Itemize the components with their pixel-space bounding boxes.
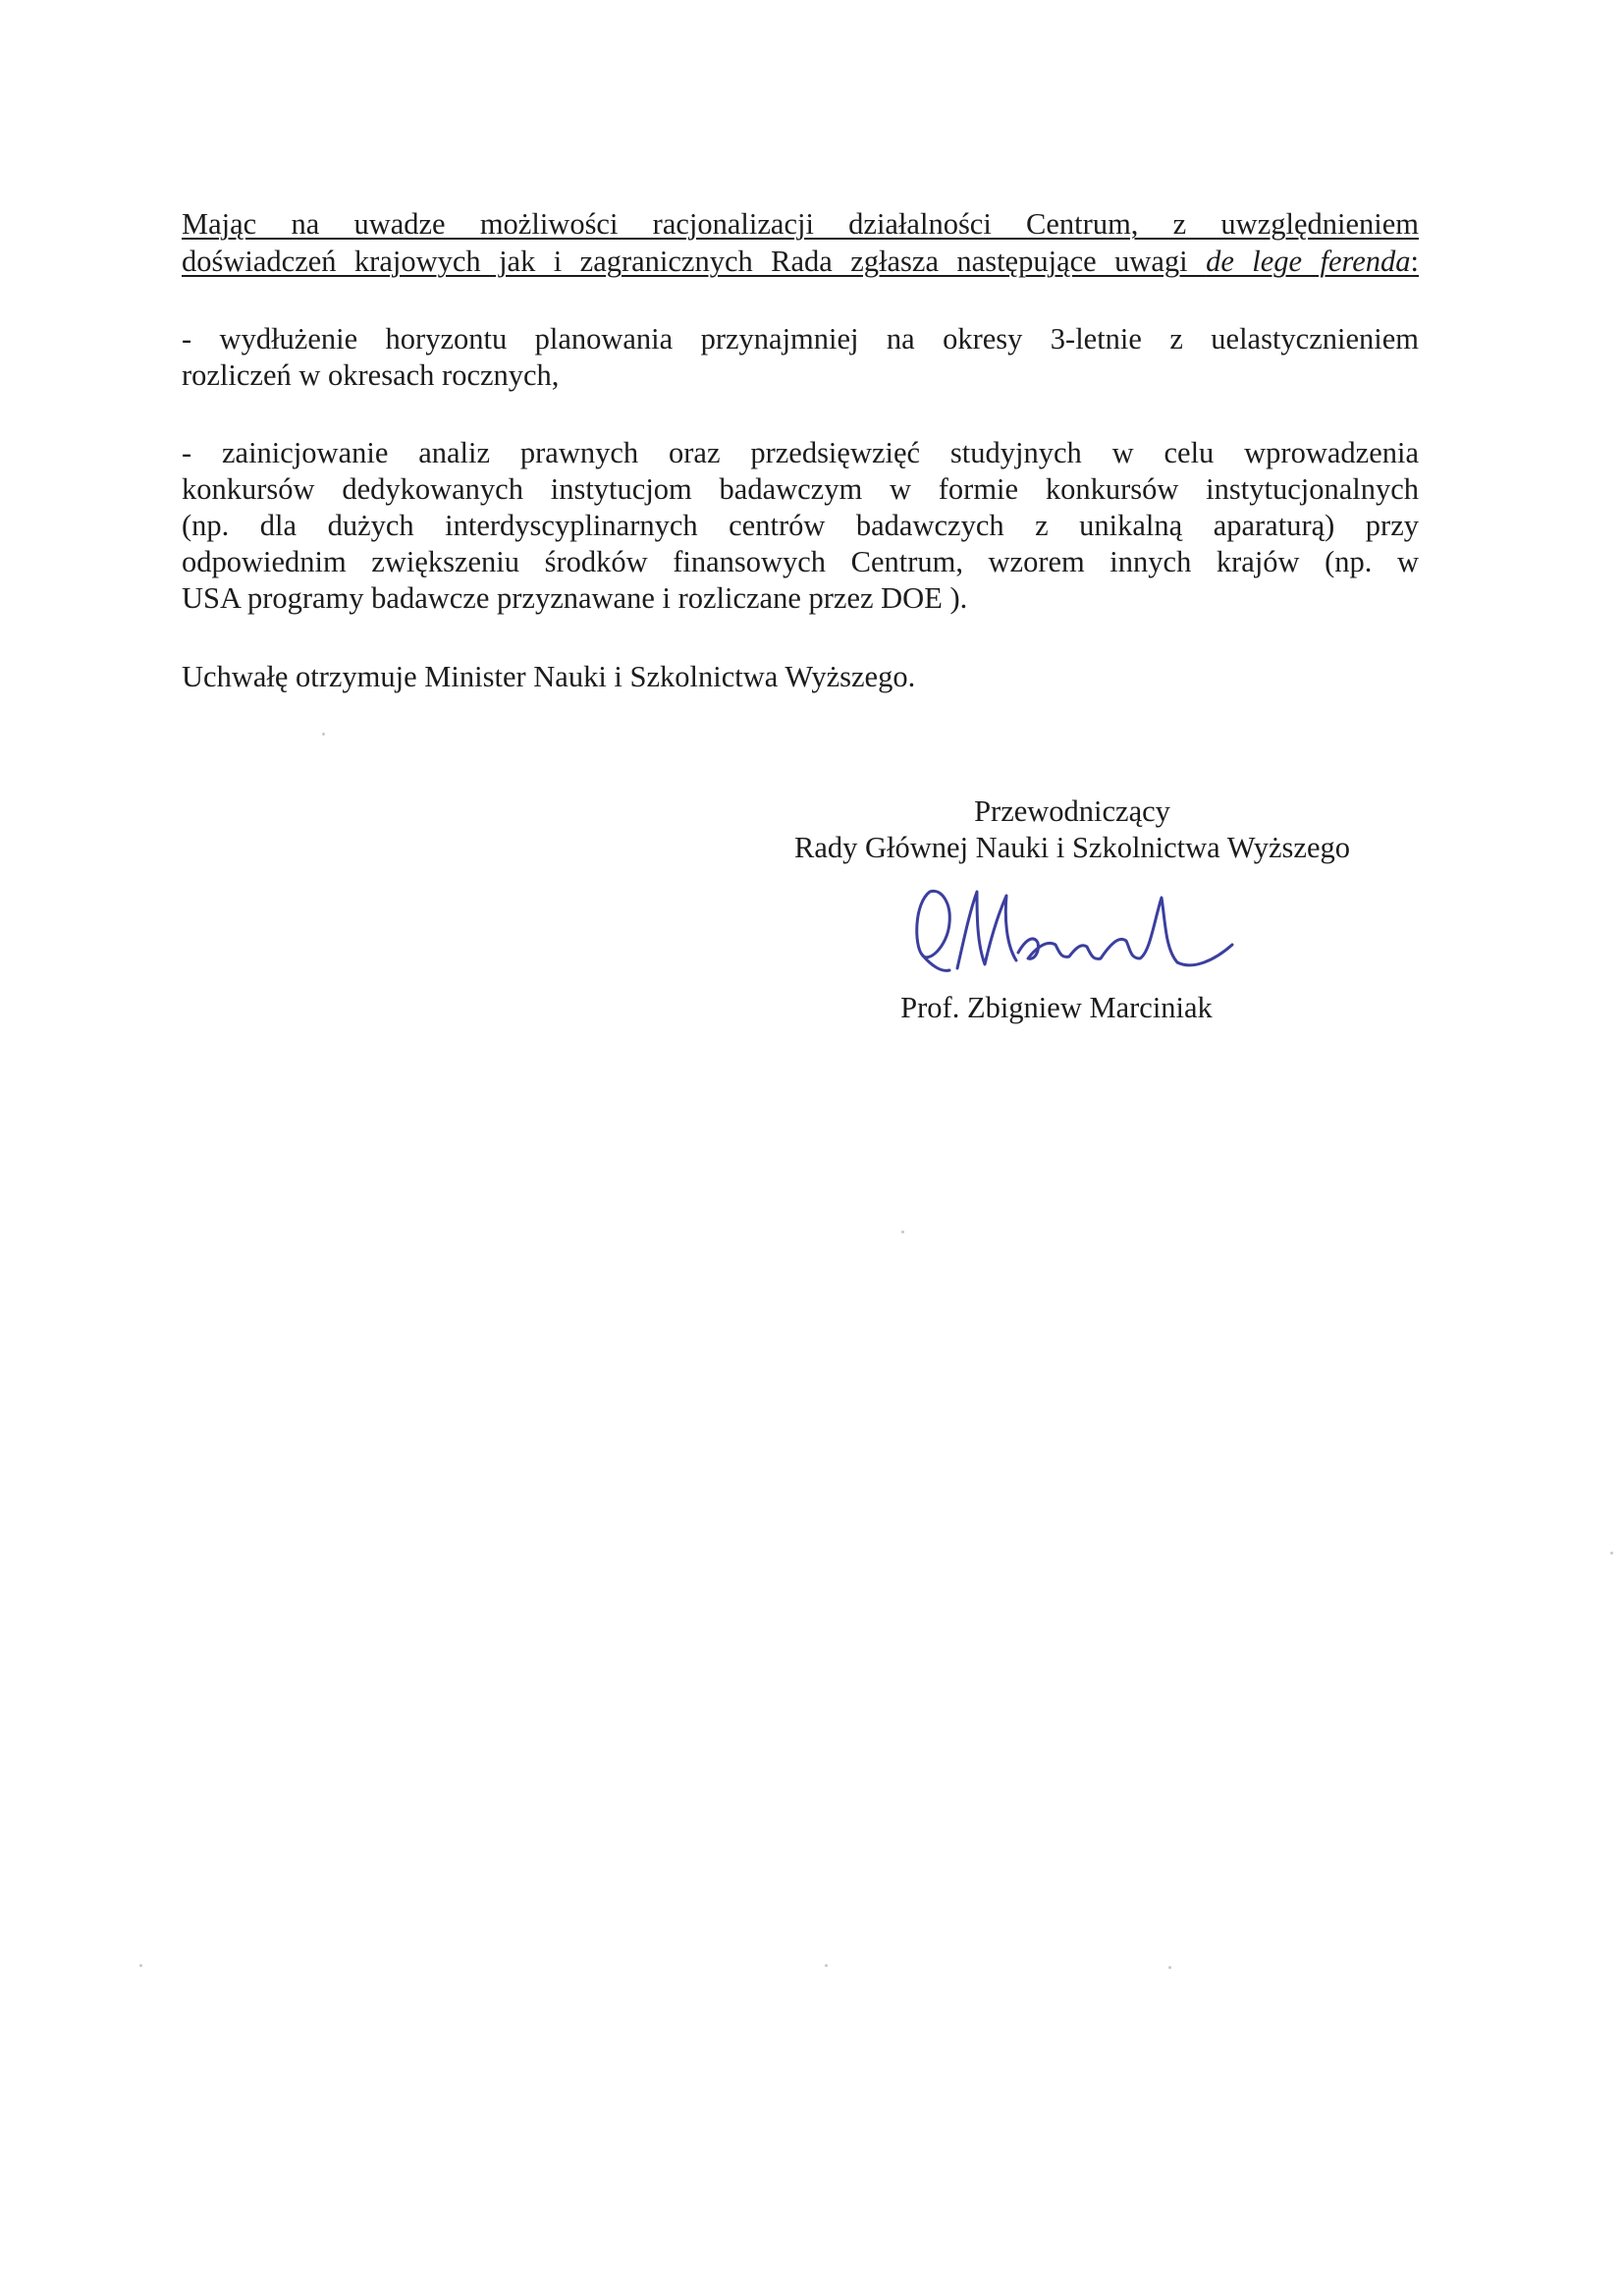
- point-2-line-2: konkursów dedykowanych instytucjom badawczym w formie konkursów instytucjonalnych: [182, 472, 1419, 506]
- intro-latin-phrase: de lege ferenda: [1206, 245, 1411, 278]
- intro-line-2: [182, 244, 1419, 279]
- point-2-line-4: odpowiednim zwiększeniu środków finansowych Centrum, wzorem innych krajów (np. w: [182, 545, 1419, 578]
- point-1-line-2: rozliczeń w okresach rocznych,: [182, 358, 560, 392]
- signature-stroke-1: [917, 891, 950, 957]
- intro-line-2-colon: :: [1410, 245, 1420, 278]
- scan-speck: [825, 1964, 828, 1967]
- scan-speck: [901, 1230, 904, 1233]
- signature-stroke-3: [957, 892, 1016, 968]
- point-2-line-1: - zainicjowanie analiz prawnych oraz przedsięwzięć studyjnych w celu wprowadzenia: [182, 436, 1419, 469]
- scan-speck: [322, 733, 325, 736]
- scan-speck: [1168, 1966, 1171, 1969]
- point-1-line-1: - wydłużenie horyzontu planowania przynajmniej na okresy 3-letnie z uelastycznieniem: [182, 322, 1419, 355]
- signatory-name: Prof. Zbigniew Marciniak: [900, 991, 1213, 1024]
- signatory-title: Przewodniczący: [974, 794, 1170, 828]
- closing-sentence: Uchwałę otrzymuje Minister Nauki i Szkolnictwa Wyższego.: [182, 660, 916, 693]
- intro-line-1: Mając na uwadze możliwości racjonalizacji działalności Centrum, z uwzględnieniem: [182, 207, 1419, 241]
- point-2-line-5: USA programy badawcze przyznawane i rozliczane przez DOE ).: [182, 581, 968, 615]
- scan-speck: [1610, 1552, 1613, 1555]
- signature-stroke-4: [1018, 898, 1232, 965]
- signatory-organization: Rady Głównej Nauki i Szkolnictwa Wyższego: [794, 831, 1350, 864]
- point-2-line-3: (np. dla dużych interdyscyplinarnych centrów badawczych z unikalną aparaturą) przy: [182, 509, 1419, 542]
- scan-speck: [139, 1964, 142, 1967]
- intro-line-2-text: doświadczeń krajowych jak i zagranicznych Rada zgłasza następujące uwagi: [182, 245, 1207, 278]
- handwritten-signature-icon: [908, 874, 1242, 982]
